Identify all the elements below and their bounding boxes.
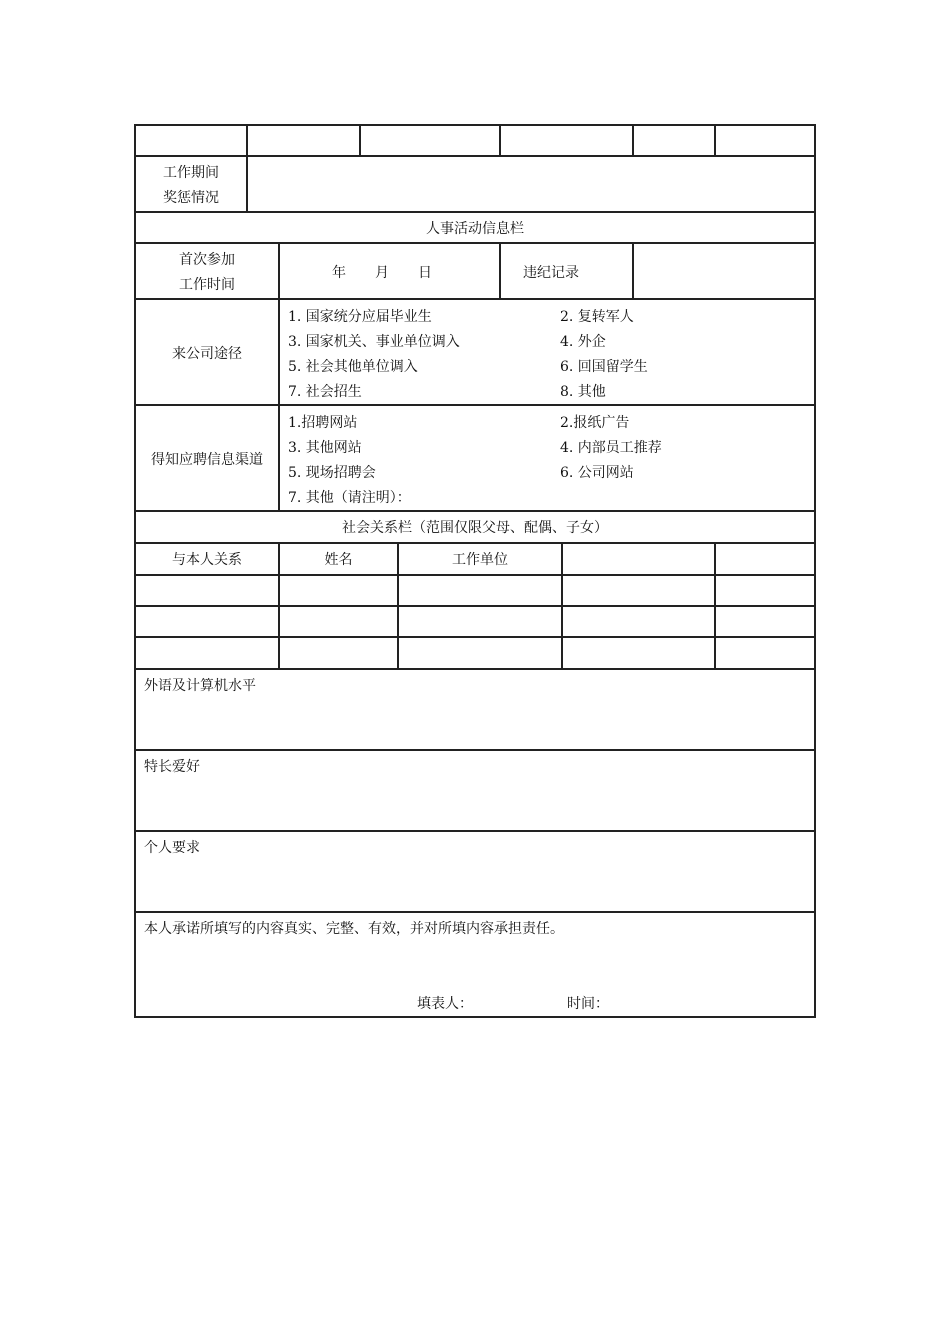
- specialty-label: 特长爱好: [144, 759, 200, 775]
- filler-label: 填表人：: [417, 996, 473, 1012]
- first-work-label: 首次参加: [179, 252, 235, 268]
- join-route-option[interactable]: 4. 外企: [560, 334, 606, 350]
- join-route-option[interactable]: 6. 回国留学生: [560, 359, 648, 375]
- info-channel-option[interactable]: 2.报纸广告: [560, 415, 630, 431]
- rule: [499, 124, 501, 157]
- time-field[interactable]: [610, 990, 760, 1014]
- join-route-option[interactable]: 8. 其他: [560, 384, 606, 400]
- specialty-field[interactable]: [136, 779, 814, 830]
- info-channel-option[interactable]: 7. 其他（请注明）：: [288, 490, 411, 506]
- first-work-time-label: 工作时间: [179, 277, 235, 293]
- social-relations-title: 社会关系栏（范围仅限父母、配偶、子女）: [342, 520, 608, 536]
- violation-record-field[interactable]: [634, 244, 814, 298]
- rewards-penalties-label: 奖惩情况: [163, 190, 219, 206]
- rule: [134, 749, 816, 751]
- info-channel-option[interactable]: 1.招聘网站: [288, 415, 358, 431]
- join-route-option[interactable]: 5. 社会其他单位调入: [288, 359, 418, 375]
- column-header-workplace: 工作单位: [452, 552, 508, 568]
- rule: [134, 298, 816, 300]
- work-period-field[interactable]: [248, 157, 814, 211]
- info-channel-label: 得知应聘信息渠道: [151, 452, 263, 468]
- violation-record-label: 违纪记录: [523, 265, 579, 281]
- rule: [134, 404, 816, 406]
- rule: [246, 124, 248, 157]
- join-route-option[interactable]: 1. 国家统分应届毕业生: [288, 309, 432, 325]
- join-route-option[interactable]: 7. 社会招生: [288, 384, 362, 400]
- work-period-label: 工作期间: [163, 165, 219, 181]
- column-header-name: 姓名: [324, 552, 353, 568]
- table-row[interactable]: [136, 638, 814, 668]
- rule: [278, 242, 280, 300]
- rule: [632, 124, 634, 157]
- rule: [499, 242, 501, 300]
- rule: [134, 1016, 816, 1018]
- join-route-option[interactable]: 3. 国家机关、事业单位调入: [288, 334, 460, 350]
- join-route-option[interactable]: 2. 复转军人: [560, 309, 634, 325]
- rule: [359, 124, 361, 157]
- rule: [714, 124, 716, 157]
- language-computer-field[interactable]: [136, 698, 814, 749]
- rule: [134, 510, 816, 512]
- info-channel-option[interactable]: 3. 其他网站: [288, 440, 362, 456]
- rule: [278, 298, 280, 512]
- filler-signature-field[interactable]: [473, 990, 558, 1014]
- pledge-text: 本人承诺所填写的内容真实、完整、有效，并对所填内容承担责任。: [144, 921, 564, 937]
- time-label: 时间：: [567, 996, 609, 1012]
- rule: [134, 830, 816, 832]
- rule: [134, 911, 816, 913]
- hr-section-title: 人事活动信息栏: [426, 221, 524, 237]
- date-month-label: 月: [375, 265, 389, 281]
- language-computer-label: 外语及计算机水平: [144, 678, 256, 694]
- info-channel-option[interactable]: 5. 现场招聘会: [288, 465, 376, 481]
- info-channel-option[interactable]: 6. 公司网站: [560, 465, 634, 481]
- rule: [134, 211, 816, 213]
- date-year-label: 年: [332, 265, 346, 281]
- personal-request-label: 个人要求: [144, 840, 200, 856]
- info-channel-option[interactable]: 4. 内部员工推荐: [560, 440, 662, 456]
- table-row[interactable]: [136, 607, 814, 636]
- table-row[interactable]: [136, 576, 814, 605]
- date-day-label: 日: [418, 265, 432, 281]
- personal-request-field[interactable]: [136, 860, 814, 911]
- column-header-relation: 与本人关系: [172, 552, 242, 568]
- rule: [814, 124, 816, 1018]
- join-route-label: 来公司途径: [172, 346, 242, 362]
